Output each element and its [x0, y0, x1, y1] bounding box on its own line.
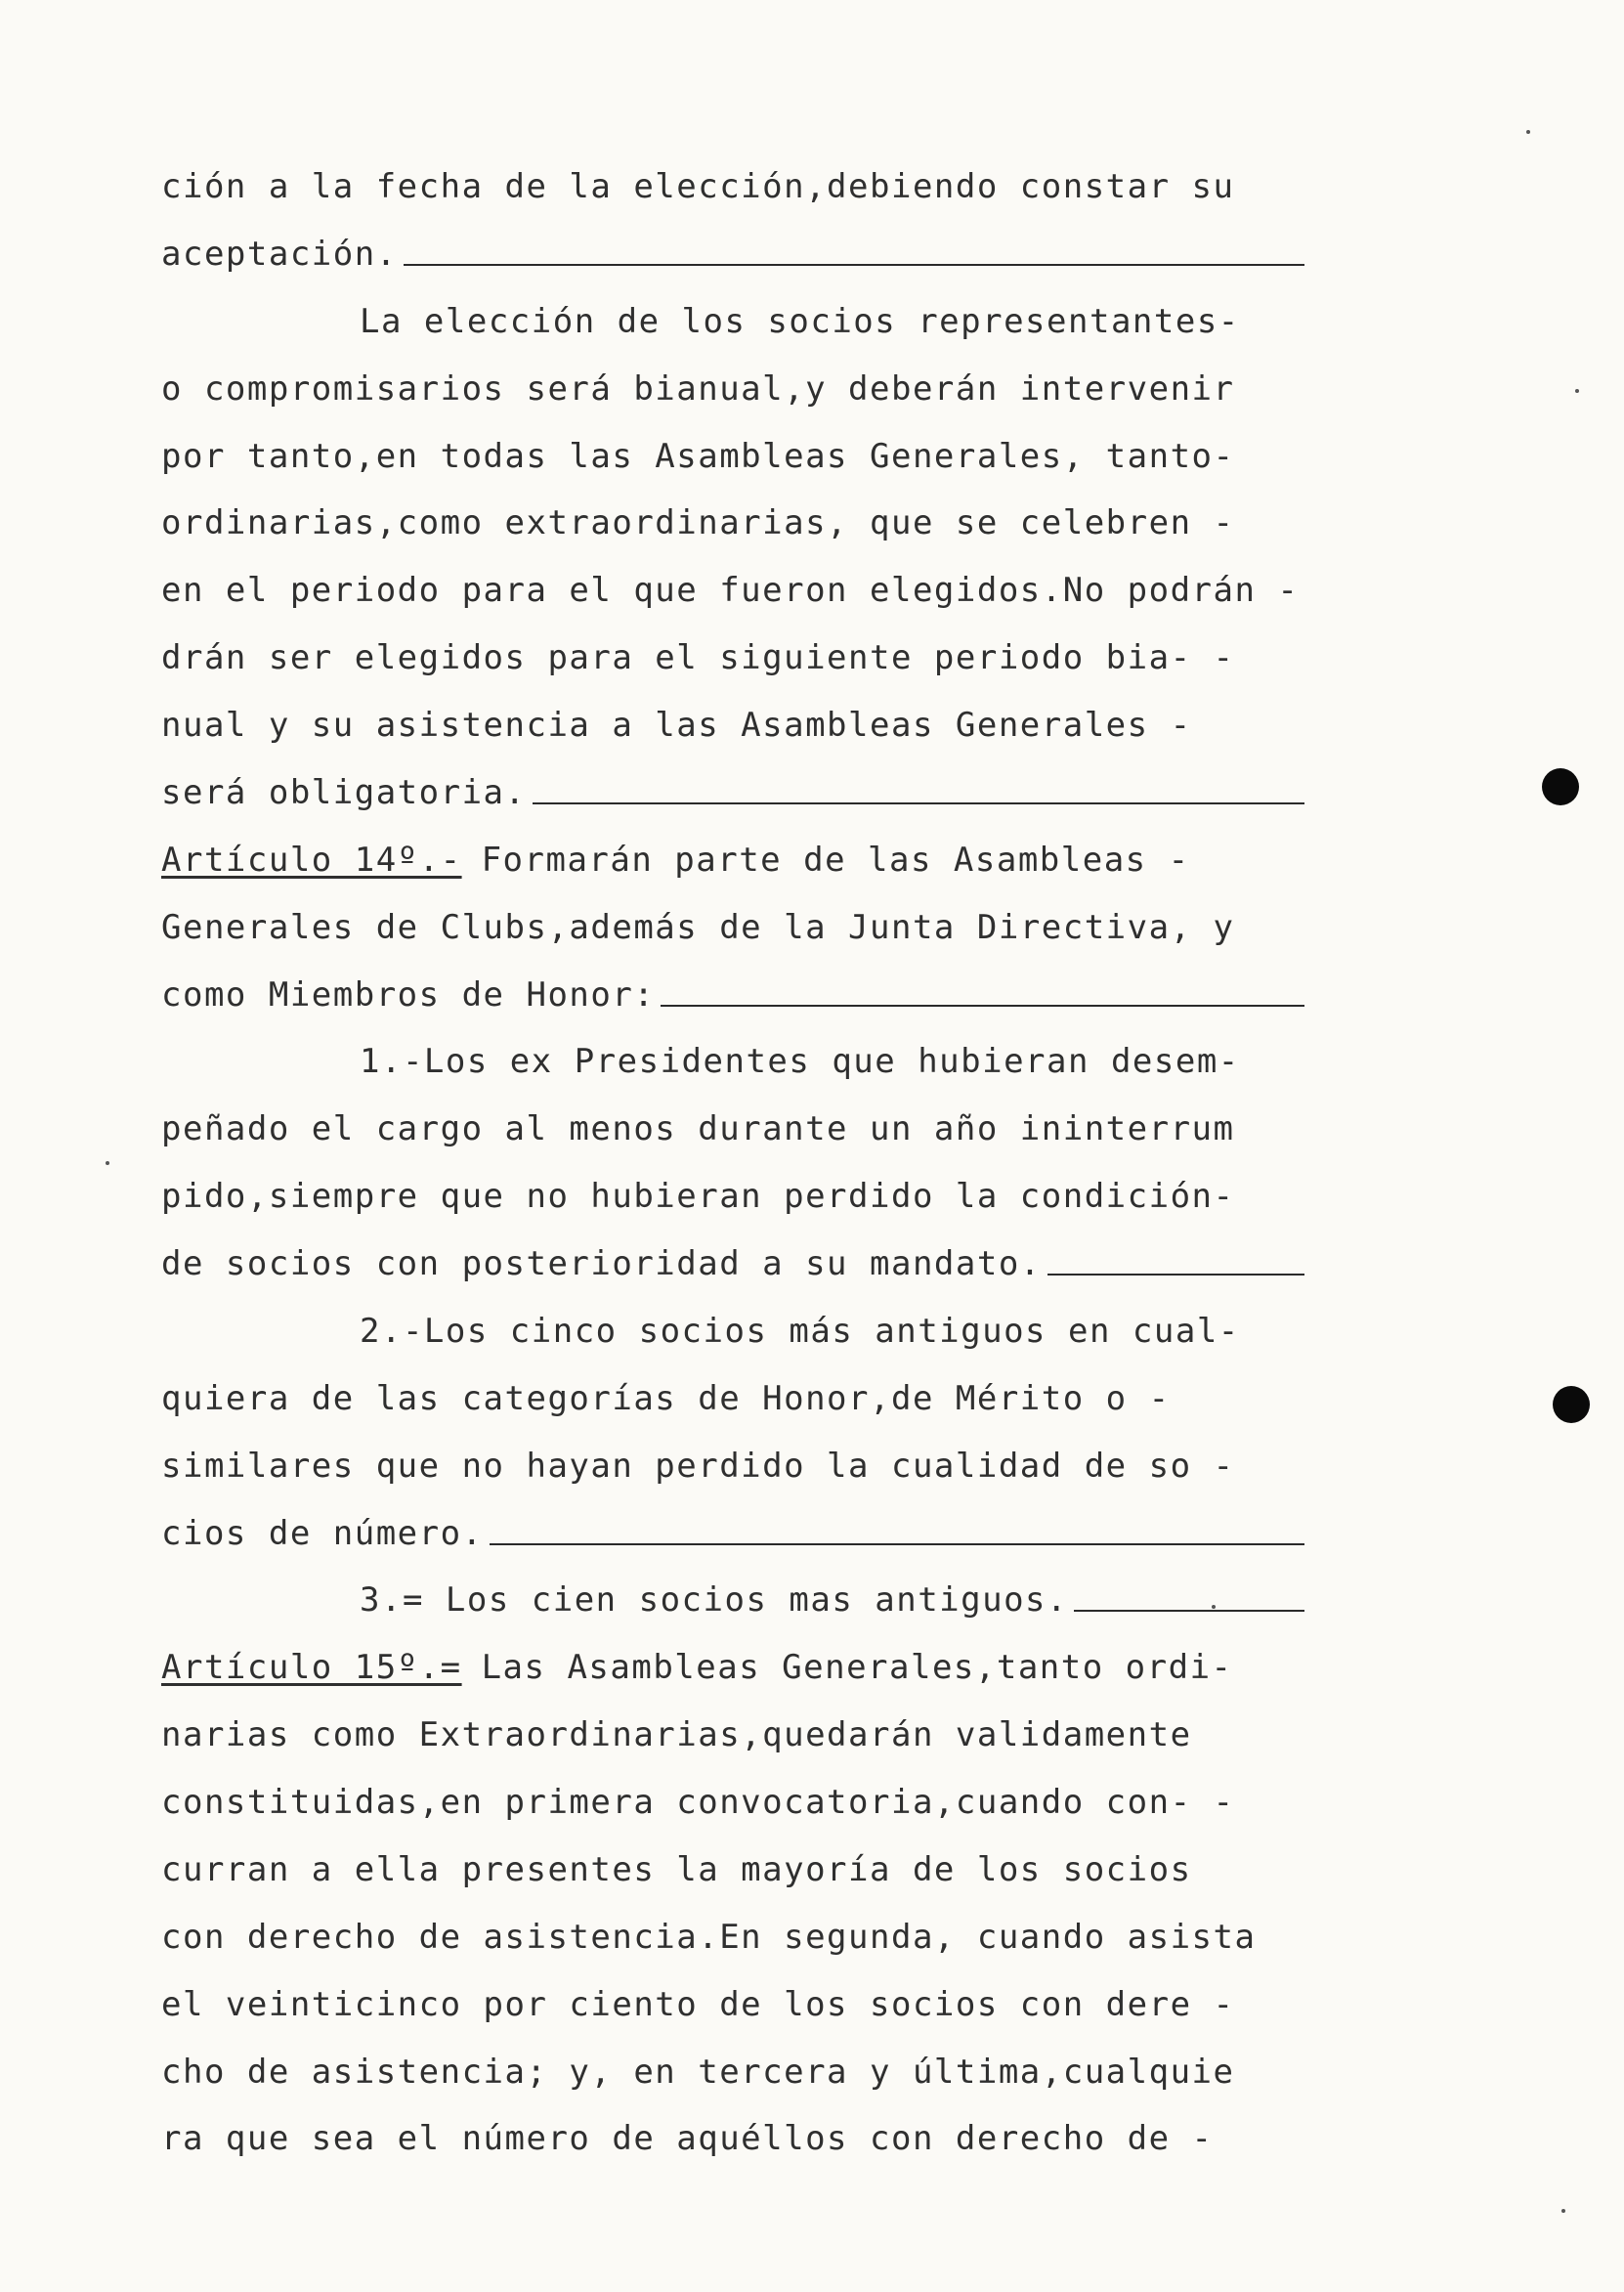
article-14-line	[161, 833, 1304, 887]
line-text: similares que no hayan perdido la cualidad de so -	[161, 1447, 1235, 1486]
text-line	[161, 1506, 1304, 1561]
line-text: quiera de las categorías de Honor,de Mérito o -	[161, 1379, 1171, 1418]
text-line	[161, 563, 1304, 618]
scan-speck	[1212, 1605, 1216, 1609]
scan-speck	[106, 1161, 109, 1165]
line-text: cho de asistencia; y, en tercera y última,cualquie	[161, 2053, 1235, 2092]
text-line	[161, 1842, 1304, 1897]
fill-rule	[490, 1543, 1304, 1545]
text-line	[161, 159, 1304, 214]
text-line	[161, 1169, 1304, 1224]
line-text: nual y su asistencia a las Asambleas Generales -	[161, 706, 1192, 745]
text-line	[360, 1573, 1304, 1627]
text-line	[161, 968, 1304, 1022]
text-line	[161, 1236, 1304, 1291]
text-line	[161, 900, 1304, 955]
article-15-line	[161, 1640, 1304, 1695]
line-text: 3.= Los cien socios mas antiguos.	[360, 1580, 1069, 1620]
text-line	[161, 1775, 1304, 1830]
line-text: o compromisarios será bianual,y deberán intervenir	[161, 369, 1235, 409]
text-line	[161, 630, 1304, 685]
text-line	[360, 294, 1304, 349]
line-text: curran a ella presentes la mayoría de los socios	[161, 1850, 1192, 1889]
text-line	[161, 2111, 1304, 2166]
fill-rule	[533, 802, 1305, 804]
text-line	[161, 496, 1304, 550]
punch-hole	[1542, 768, 1579, 805]
line-text: Generales de Clubs,además de la Junta Directiva, y	[161, 908, 1235, 947]
line-text: 2.-Los cinco socios más antiguos en cual-	[360, 1312, 1240, 1351]
line-text: narias como Extraordinarias,quedarán validamente	[161, 1715, 1192, 1754]
text-line	[161, 362, 1304, 416]
line-text: el veinticinco por ciento de los socios con dere -	[161, 1985, 1235, 2024]
line-text: La elección de los socios representantes-	[360, 302, 1240, 341]
line-text: será obligatoria.	[161, 773, 527, 812]
text-line	[161, 1708, 1304, 1762]
text-line	[161, 2045, 1304, 2099]
line-text: drán ser elegidos para el siguiente periodo bia- -	[161, 638, 1235, 677]
line-text: ción a la fecha de la elección,debiendo constar su	[161, 167, 1235, 206]
line-text: cios de número.	[161, 1514, 484, 1553]
text-line	[360, 1034, 1304, 1089]
text-line	[360, 1304, 1304, 1359]
article-15-heading: Artículo 15º.=	[161, 1648, 462, 1687]
line-text: ordinarias,como extraordinarias, que se celebren -	[161, 503, 1235, 542]
fill-rule	[661, 1005, 1304, 1007]
scan-speck	[1526, 130, 1530, 134]
text-line	[161, 698, 1304, 753]
text-line	[161, 1977, 1304, 2032]
fill-rule	[404, 264, 1304, 266]
line-text: en el periodo para el que fueron elegidos.No podrán -	[161, 571, 1300, 610]
line-text: aceptación.	[161, 235, 398, 274]
text-line	[161, 227, 1304, 281]
article-14-heading: Artículo 14º.-	[161, 841, 462, 880]
line-text: 1.-Los ex Presidentes que hubieran desem-	[360, 1042, 1240, 1081]
scan-speck	[1561, 2209, 1565, 2213]
line-text: como Miembros de Honor:	[161, 975, 656, 1015]
text-line	[161, 1439, 1304, 1493]
line-text: Las Asambleas Generales,tanto ordi-	[481, 1648, 1233, 1687]
line-text: constituidas,en primera convocatoria,cuando con- -	[161, 1783, 1235, 1822]
text-line	[161, 1910, 1304, 1965]
text-line	[161, 1102, 1304, 1156]
line-text: Formarán parte de las Asambleas -	[481, 841, 1190, 880]
scan-speck	[1575, 389, 1579, 393]
fill-rule	[1047, 1274, 1304, 1276]
line-text: ra que sea el número de aquéllos con derecho de -	[161, 2119, 1214, 2158]
line-text: por tanto,en todas las Asambleas Generales, tanto-	[161, 437, 1235, 476]
text-line	[161, 765, 1304, 820]
line-text: pido,siempre que no hubieran perdido la condición-	[161, 1177, 1235, 1216]
line-text: peñado el cargo al menos durante un año ininterrum	[161, 1109, 1235, 1148]
punch-hole	[1553, 1386, 1590, 1423]
text-line	[161, 1371, 1304, 1426]
line-text: con derecho de asistencia.En segunda, cuando asista	[161, 1918, 1257, 1957]
line-text: de socios con posterioridad a su mandato.	[161, 1244, 1042, 1283]
fill-rule	[1074, 1610, 1304, 1612]
text-line	[161, 429, 1304, 484]
